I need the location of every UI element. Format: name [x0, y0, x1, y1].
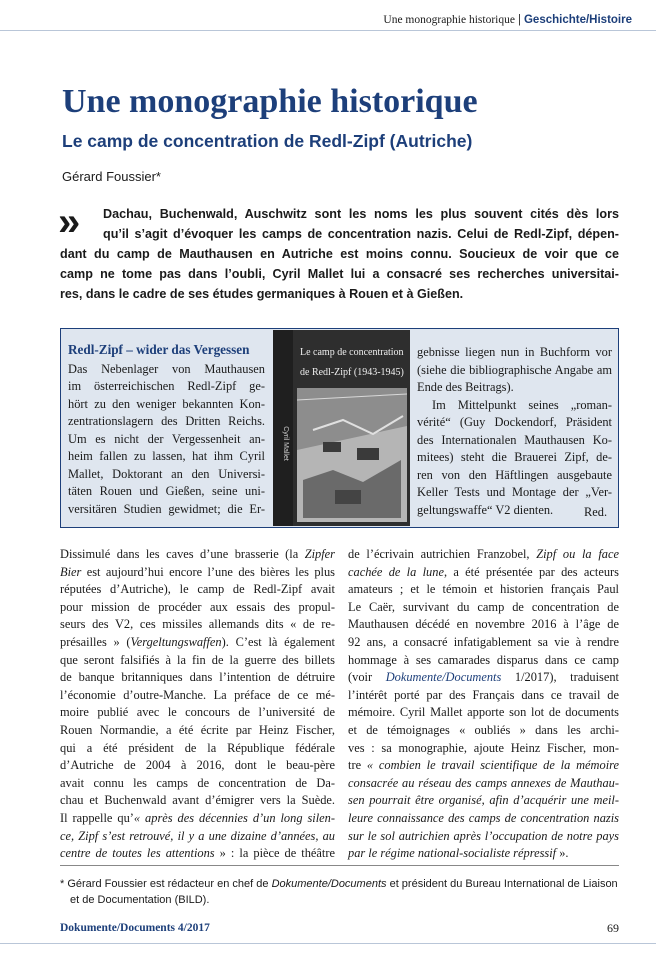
body-text-line [348, 775, 619, 793]
sidebar-text-line: hört zu den weniger bekannten Kon- [68, 397, 265, 411]
body-emphasis-text: par le régime national-socialiste répressif [348, 846, 557, 861]
body-emphasis-text: centre de toutes les attentions [60, 846, 215, 861]
body-emphasis-text: Bier [60, 564, 82, 579]
body-emphasis-text: Vergeltungswaffen [130, 635, 222, 649]
body-text: Dissimulé dans les caves d’une brasserie (la [60, 547, 305, 561]
body-text: ves : sa monographie, ajoute Heinz Fischer, mon- [348, 740, 619, 755]
sidebar-text-line: mitees) steht die Brauerei Zipf, de- [417, 450, 612, 464]
body-text-line [348, 792, 619, 810]
body-text-line [60, 546, 335, 564]
sidebar-text-line: Ende des Beitrags). [417, 380, 514, 394]
lead-line: dant du camp de Mauthausen en Autriche est moins connu. Soucieux de voir que ce [60, 247, 619, 261]
body-text-line [60, 792, 335, 810]
article-title: Une monographie historique [62, 83, 478, 120]
body-text: mémoire. Cyril Mallet apporte son lot de documents [348, 705, 619, 720]
footnote-text: * Gérard Foussier est rédacteur en chef de [60, 878, 272, 890]
body-text-line [348, 687, 619, 705]
sidebar-text-line: im österreichischen Redl-Zipf ge- [68, 379, 265, 393]
sidebar-heading: Redl-Zipf – wider das Vergessen [68, 342, 250, 357]
sidebar-text-line: heim fallen zu lassen, hat ihm Cyril [68, 449, 265, 463]
body-text: , a été présentée par des acteurs [443, 564, 619, 579]
sidebar-text-line: gebnisse liegen nun in Buchform vor [417, 345, 612, 359]
body-emphasis-text: consacrée au réseau des camps annexes de Mauthau- [348, 775, 619, 790]
body-text-line [60, 828, 335, 846]
running-head-title: Une monographie historique [383, 14, 515, 26]
book-cover-spine-text: Cyril Mallet [281, 426, 289, 461]
body-text-line [60, 669, 335, 687]
body-text: de banque britanniques dans l’intention de détruire [60, 670, 335, 685]
body-emphasis-text: ce, Zipf s’est retrouvé, il y a une dizaine d’années, au [60, 828, 335, 843]
body-text: » : la pièce de théâtre [214, 846, 335, 861]
article-subtitle: Le camp de concentration de Redl-Zipf (Autriche) [62, 131, 473, 151]
sidebar-signature: Red. [584, 505, 608, 519]
body-text: Mauthausen décédé en novembre 2016 à l’âge de [348, 617, 619, 632]
body-text: 1/2017), traduisent [501, 670, 620, 685]
body-text: qui a été président de la République fédérale [60, 740, 335, 755]
body-text-line [348, 634, 619, 652]
sidebar-text-line: Mallet, Doktorant an den Universi- [68, 467, 265, 481]
body-text: chau et Buchenwald avant d’émigrer vers la Suède. [60, 793, 335, 808]
sidebar-text-line: geltungswaffe“ V2 dienten. [417, 503, 554, 517]
body-text: est aujourd’hui encore l’une des bières les plus [81, 564, 335, 579]
book-cover-image [273, 330, 410, 526]
lead-line: camp ne tome pas dans l’oubli, Cyril Mallet lui a consacré ses recherches universitai- [60, 267, 619, 281]
body-emphasis-text: leure connaissance des camps de concentration nazis [348, 811, 619, 825]
body-text: moire publié avec le concours de l’université de [60, 705, 335, 720]
sidebar-text-line: (siehe die bibliographische Angabe am [417, 363, 612, 377]
body-text-line [60, 652, 335, 670]
body-text-line [60, 704, 335, 722]
header-rule [0, 30, 656, 31]
body-text-line [348, 810, 619, 828]
body-text-line [348, 740, 619, 758]
body-text: avait connu les camps de concentration de Da- [60, 775, 335, 790]
body-text-line [60, 845, 335, 863]
body-text-line [348, 757, 619, 775]
body-text-line [60, 775, 335, 793]
footnote-emphasis: Dokumente/Documents [271, 878, 387, 890]
sidebar-text-line: Im Mittelpunkt seines „roman- [432, 398, 612, 412]
body-text-line [60, 687, 335, 705]
sidebar-text-line: ren von den Häftlingen ausgebaute [417, 468, 612, 482]
body-text: Rouen Normandie, a été écrite par Heinz Fischer, [60, 723, 335, 737]
body-emphasis-text: sen pourrait être organisé, afin d’acquérir une meil- [348, 793, 619, 808]
sidebar-text-line: Keller Tests und Montage der „Ver- [417, 485, 612, 499]
running-head-section: Geschichte/Histoire [523, 14, 632, 26]
article-author: Gérard Foussier* [62, 169, 161, 184]
footnote-text: et de Documentation (BILD). [70, 894, 210, 906]
body-text: présailles » ( [60, 635, 131, 649]
sidebar-text-line: vérité“ (Guy Dockendorf, Präsident [417, 415, 612, 429]
lead-quote-mark: » [58, 200, 81, 244]
sidebar-text-line: Um es nicht der Vergessenheit an- [68, 432, 265, 446]
body-emphasis-text: sur le sol autrichien après l’occupation de notre pays [348, 828, 619, 843]
body-text-line [60, 581, 335, 599]
body-emphasis-text: « après des décennies d’un long silen- [133, 811, 336, 825]
body-text-line [348, 564, 619, 582]
body-text-line [348, 669, 619, 687]
body-text-line [348, 599, 619, 617]
body-text-line [60, 564, 335, 582]
footer-journal: Dokumente/Documents 4/2017 [60, 922, 210, 934]
body-text: ». [556, 846, 569, 861]
lead-line: Dachau, Buchenwald, Auschwitz sont les noms les plus souvent cités dès lors [103, 207, 619, 221]
body-text: que seront falsifiés à la fin de la guerre des billets [60, 652, 335, 667]
book-cover-art [273, 330, 410, 526]
footer-rule [0, 943, 656, 944]
body-text-line [348, 546, 619, 564]
body-text-line [60, 757, 335, 775]
body-text: d’Autriche de 2004 à 2016, dont le beau-père [60, 758, 335, 773]
body-text: amateurs ; et le témoin et historien français Paul [348, 582, 619, 597]
footnote-line [60, 876, 618, 892]
body-emphasis-text: « combien le travail scientifique de la mémoire [366, 758, 619, 773]
body-text-line [60, 810, 335, 828]
body-text: pour mission de procéder aux essais des propul- [60, 599, 335, 614]
body-text-line [348, 845, 619, 863]
sidebar-text-line: Das Nebenlager von Mauthausen [68, 362, 265, 376]
body-text-line [60, 634, 335, 652]
body-emphasis-text: Dokumente/Documents [385, 670, 502, 685]
footnote-text: et président du Bureau International de Liaison [386, 878, 618, 890]
body-text-line [60, 722, 335, 740]
body-text: réputées d’Autriche), le camp de Redl-Zipf avait [60, 582, 335, 597]
sidebar-text-line: des Internationalen Mauthausen Ko- [417, 433, 612, 447]
body-text: l’économie d’outre-Manche. La préface de ce mé- [60, 687, 335, 702]
running-head-separator: | [517, 14, 521, 26]
body-text-line [60, 599, 335, 617]
body-text: de l’écrivain autrichien Franzobel, [348, 547, 537, 561]
body-text: (voir [348, 670, 386, 685]
body-text: Le Caër, survivant du camp de concentration de [348, 599, 619, 614]
footnote-line [70, 892, 209, 908]
lead-line: qu’il s’agit d’évoquer les camps de concentration nazis. Celui de Redl-Zipf, dépen- [103, 227, 619, 241]
sidebar-text-line: täten Rouen und Gießen, seine uni- [68, 484, 265, 498]
body-emphasis-text: cachée de la lune [348, 564, 444, 579]
body-text-line [348, 652, 619, 670]
body-text-line [60, 616, 335, 634]
page-number: 69 [607, 921, 619, 935]
body-emphasis-text: Zipf ou la face [536, 547, 619, 561]
book-cover-subtitle: de Redl-Zipf (1943-1945) [300, 367, 404, 378]
body-text-line [348, 581, 619, 599]
sidebar-text-line: versitären Studien gewidmet; die Er- [68, 502, 265, 516]
body-text: Il rappelle qu’ [60, 811, 134, 825]
body-text-line [348, 704, 619, 722]
running-head [383, 14, 632, 26]
body-text-line [348, 616, 619, 634]
body-text-line [348, 722, 619, 740]
lead-line: res, dans le cadre de ses études germaniques à Rouen et à Gießen. [60, 287, 464, 301]
book-cover-title: Le camp de concentration [300, 347, 404, 358]
body-text-line [60, 740, 335, 758]
footnote-rule [60, 865, 619, 866]
body-text-line [348, 828, 619, 846]
body-text: l’intérêt porté par des Français dans ce travail de [348, 687, 619, 702]
sidebar-text-line: zentrationslagern des Dritten Reichs. [68, 414, 265, 428]
body-text: ). C’est là également [221, 635, 336, 649]
body-text: tre [348, 758, 367, 773]
body-text: seurs des V2, ces missiles allemands dits « de re- [60, 617, 335, 632]
body-text: et de témoignages « oubliés » dans les archi- [348, 723, 619, 737]
body-text: 92 ans, a consacré infatigablement sa vie à rendre [348, 635, 619, 649]
body-text: hommage à ses camarades disparus dans ce camp [348, 652, 619, 667]
body-emphasis-text: Zipfer [304, 547, 335, 561]
